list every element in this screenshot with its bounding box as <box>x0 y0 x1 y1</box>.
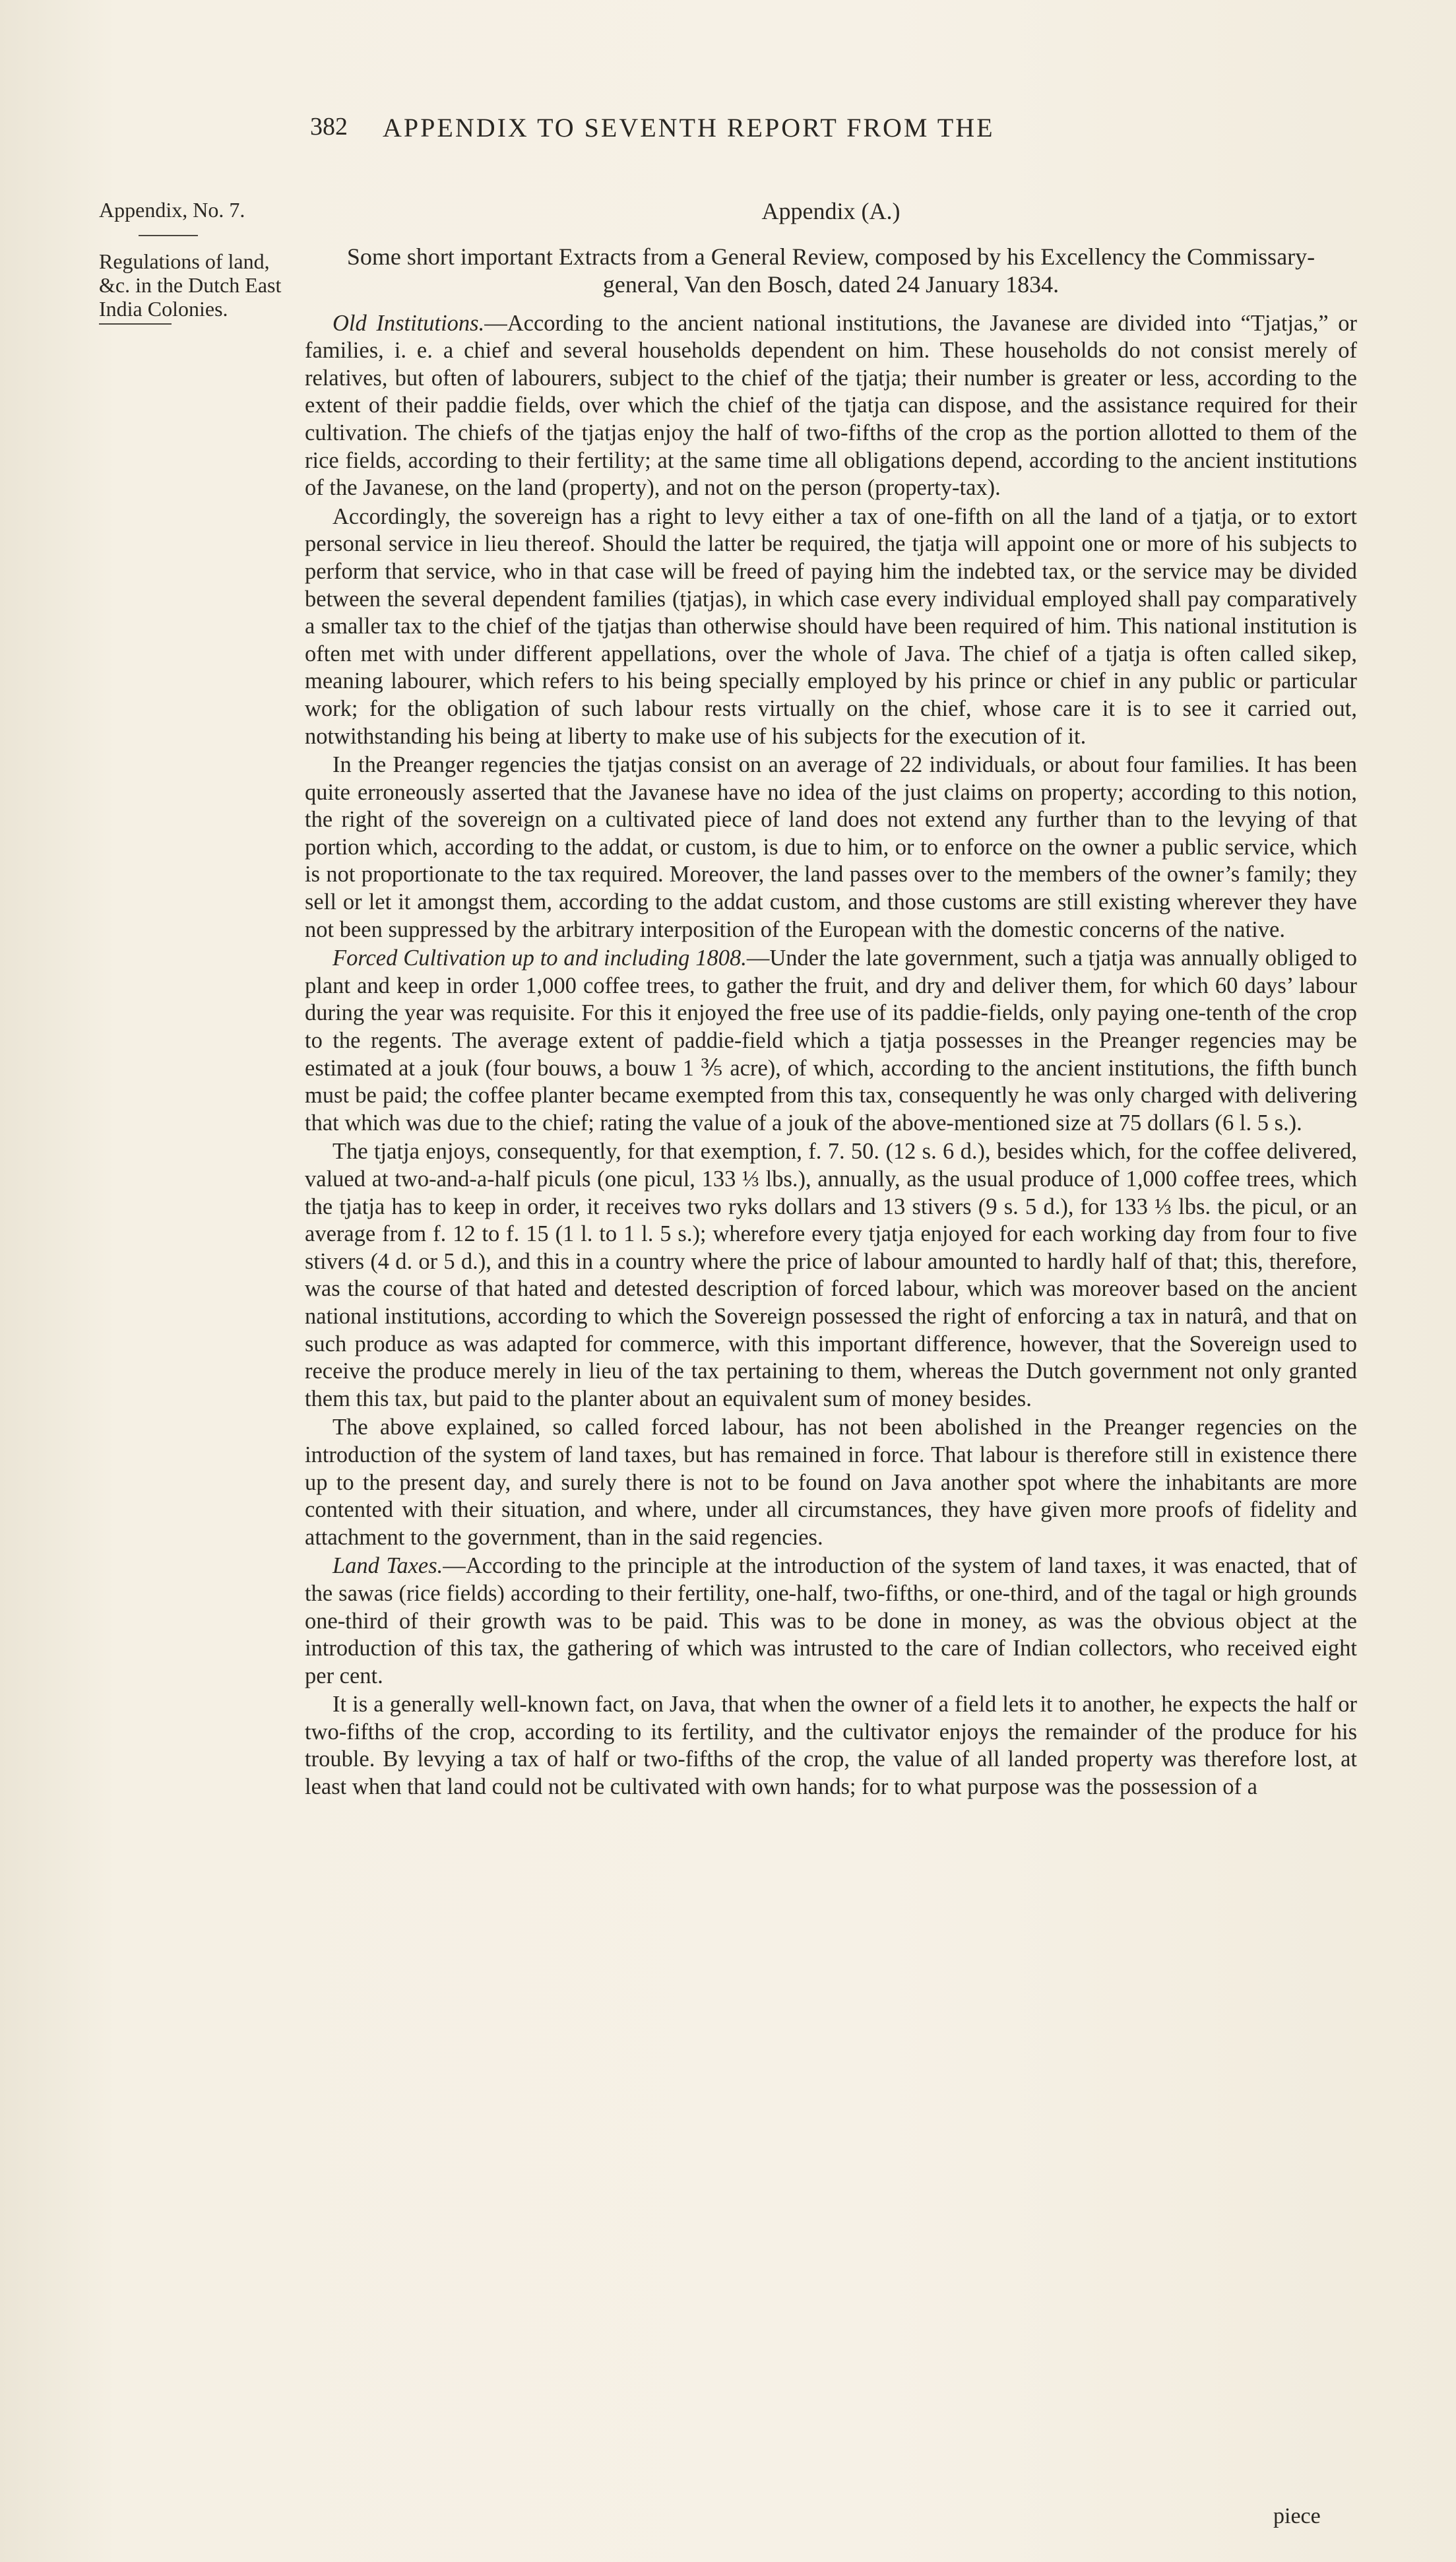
margin-note: Regulations of land, &c. in the Dutch East India Colonies. <box>99 249 282 321</box>
paragraph-old-institutions <box>305 310 1357 502</box>
paragraph-land-taxes <box>305 1553 1357 1690</box>
paragraph-lead: Land Taxes. <box>332 1553 443 1579</box>
margin-column <box>99 198 297 325</box>
main-text <box>305 198 1357 1801</box>
paragraph <box>305 503 1357 750</box>
paragraph-text: —According to the principle at the introduction of the system of land taxes, it was enacted, that of the sawas (rice fields) according to their fertility, one-half, two-fifths, or one-third, and of the tagal or high grounds one-third of their growth was to be paid. This was to be done in money, as was the obvious object at the introduction of this tax, the gathering of which was intrusted to the care of Indian collectors, who received eight per cent. <box>305 1553 1357 1688</box>
running-title: APPENDIX TO SEVENTH REPORT FROM THE <box>383 113 995 143</box>
page-number: 382 <box>310 113 348 141</box>
paragraph <box>305 1414 1357 1551</box>
paragraph-text: —Under the late government, such a tjatja was annually obliged to plant and keep in order 1,000 coffee trees, to gather the fruit, and dry and deliver them, for which 60 days’ labour during the year was requisite. For this it enjoyed the free use of its paddie-fields, only paying one-tenth of the crop to the regents. The average extent of paddie-field which a tjatja possesses in the Preanger regencies may be estimated at a jouk (four bouws, a bouw 1 ⅗ acre), of which, according to the ancient institutions, the fifth bunch must be paid; the coffee planter became exempted from this tax, consequently he was only charged with delivering that which was due to the chief; rating the value of a jouk of the above-mentioned size at 75 dollars (6 l. 5 s.). <box>305 945 1358 1136</box>
margin-rule <box>139 235 198 236</box>
paragraph <box>305 1138 1357 1413</box>
paragraph-text: It is a generally well-known fact, on Java, that when the owner of a field lets it to another, he expects the half or two-fifths of the crop, according to its fertility, and the cultivator enjoys the remainder of the produce for his trouble. By levying a tax of half or two-fifths of the crop, the value of all landed property was therefore lost, at least when that land could not be cultivated with own hands; for to what purpose was the possession of a <box>305 1692 1357 1800</box>
paragraph-forced-cultivation <box>305 945 1357 1137</box>
paragraph <box>305 1691 1357 1801</box>
margin-rule-bottom <box>99 323 172 325</box>
paragraph-text: In the Preanger regencies the tjatjas consist on an average of 22 individuals, or about four families. It has been quite erroneously asserted that the Javanese have no idea of the just claims on property; according to this notion, the right of the sovereign on a cultivated piece of land does not extend any further than to the levying of that portion which, according to the addat, or custom, is due to him, or to enforce on the owner a public service, which is not proportionate to the tax required. Moreover, the land passes over to the members of the owner’s family; they sell or let it amongst them, according to the addat custom, and those customs are still existing wherever they have not been suppressed by the arbitrary interposition of the European with the domestic concerns of the native. <box>305 752 1357 942</box>
paragraph-text: The tjatja enjoys, consequently, for that exemption, f. 7. 50. (12 s. 6 d.), besides which, for the coffee delivered, valued at two-and-a-half piculs (one picul, 133 ⅓ lbs.), annually, as the usual produce of 1,000 coffee trees, which the tjatja has to keep in order, it receives two ryks dollars and 13 stivers (9 s. 5 d.), for 133 ⅓ lbs. the picul, or an average from f. 12 to f. 15 (1 l. to 1 l. 5 s.); wherefore every tjatja enjoyed for each working day from four to five stivers (4 d. or 5 d.), and this in a country where the price of labour amounted to hardly half of that; this, therefore, was the course of that hated and detested description of forced labour, which was moreover based on the ancient national institutions, according to which the Sovereign possessed the right of enforcing a tax in naturâ, and that on such produce as was adapted for commerce, with this important difference, however, that the Sovereign used to receive the produce merely in lieu of the tax pertaining to them, whereas the Dutch government not only granted them this tax, but paid to the planter about an equivalent sum of money besides. <box>305 1139 1357 1411</box>
paragraph-lead: Old Institutions. <box>332 310 485 336</box>
running-head <box>310 112 1359 158</box>
appendix-heading: Appendix (A.) <box>761 198 901 224</box>
margin-appendix-number: Appendix, No. 7. <box>99 198 245 222</box>
catchword: piece <box>1273 2504 1321 2528</box>
paragraph-lead: Forced Cultivation up to and including 1808. <box>332 945 747 971</box>
extract-subheading: Some short important Extracts from a General Review, composed by his Excellency the Commissary-general, Van den Bosch, dated 24 January 1834. <box>346 243 1315 298</box>
paragraph-text: The above explained, so called forced labour, has not been abolished in the Preanger regencies on the introduction of the system of land taxes, but has remained in force. That labour is therefore still in existence there up to the present day, and surely there is not to be found on Java another spot where the inhabitants are more contented with their situation, and where, under all circumstances, they have given more proofs of fidelity and attachment to the government, than in the said regencies. <box>305 1415 1357 1550</box>
paragraph-text: —According to the ancient national institutions, the Javanese are divided into “Tjatjas,” or families, i. e. a chief and several households dependent on him. These households do not consist merely of relatives, but often of labourers, subject to the chief of the tjatja; their number is greater or less, according to the extent of their paddie fields, over which the chief of the tjatja can dispose, and the assistance required for their cultivation. The chiefs of the tjatjas enjoy the half of two-fifths of the crop as the portion allotted to them of the rice fields, according to their fertility; at the same time all obligations depend, according to the ancient institutions of the Javanese, on the land (property), and not on the person (property-tax). <box>305 310 1357 501</box>
paragraph-text: Accordingly, the sovereign has a right to levy either a tax of one-fifth on all the land of a tjatja, or to extort personal service in lieu thereof. Should the latter be required, the tjatja will appoint one or more of his subjects to perform that service, who in that case will be freed of paying him the indebted tax, or the service may be divided between the several dependent families (tjatjas), in which case every individual employed shall pay comparatively a smaller tax to the chief of the tjatjas than otherwise should have been required of him. This national institution is often met with under different appellations, over the whole of Java. The chief of a tjatja is often called sikep, meaning labourer, which refers to his being specially employed by his prince or chief in any public or particular work; for the obligation of such labour rests virtually on the chief, whose care it is to see it carried out, notwithstanding his being at liberty to make use of his subjects for the execution of it. <box>305 503 1357 749</box>
paragraph <box>305 752 1357 944</box>
